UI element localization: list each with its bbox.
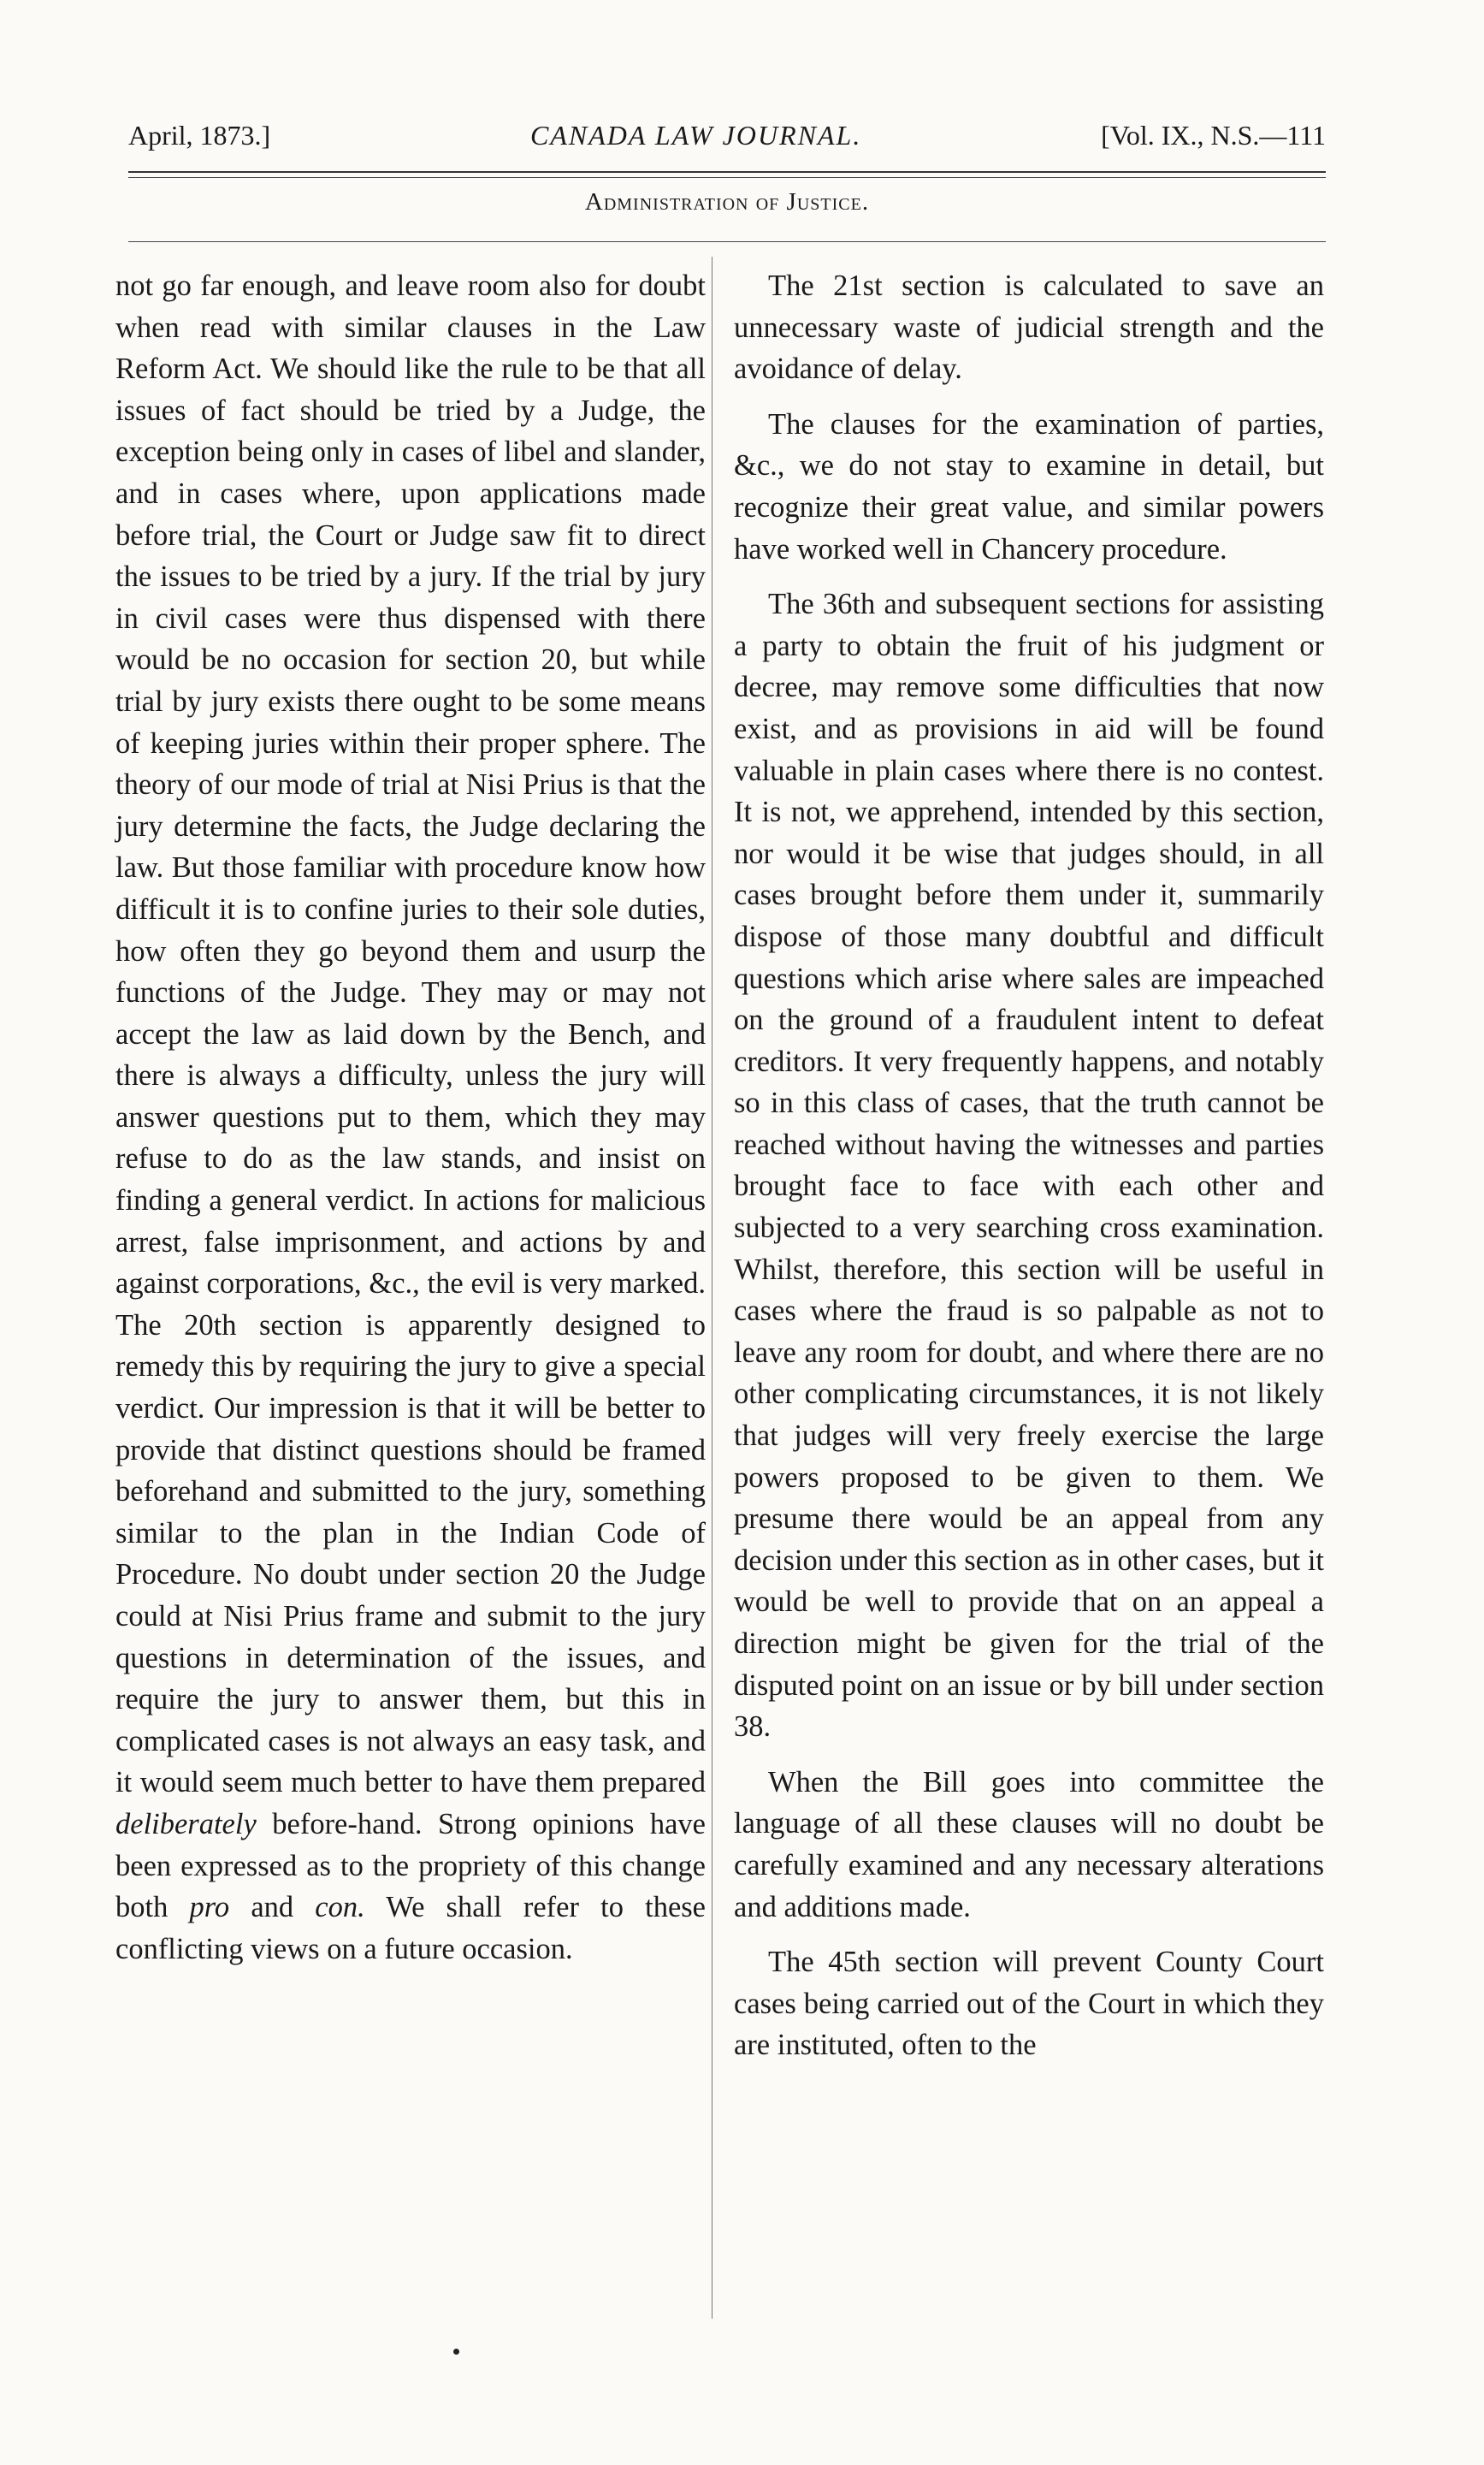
header-rule-top: [128, 171, 1326, 173]
header-volume-page: [Vol. IX., N.S.—111: [1101, 120, 1326, 151]
right-paragraph-4: When the Bill goes into committee the language of all these clauses will no doubt be carefully examined and any necessary alterations and additions made.: [734, 1765, 1324, 1923]
right-paragraph-3: The 36th and subsequent sections for assisting a party to obtain the fruit of his judgment or decree, may remove some difficulties that now exist, and as provisions in aid will be found valuable in plain cases where there is no contest. It is not, we apprehend, intended by this section, nor would it be wise that judges should, in all cases brought before them under it, summarily dispose of those many doubtful and difficult questions which arise where sales are impeached on the ground of a fraudulent intent to defeat creditors. It very frequently happens, and notably so in this class of cases, that the truth cannot be reached without having the witnesses and parties brought face to face with each other and subjected to a very searching cross examination. Whilst, therefore, this section will be useful in cases where the fraud is so palpable as not to leave any room for doubt, and where there are no other complicating circumstances, it is not likely that judges will very freely exercise the large powers proposed to be given to them. We presume there would be an appeal from any decision under this section as in other cases, but it would be well to provide that on an appeal a direction might be given for the trial of the disputed point on an issue or by bill under section 38.: [734, 588, 1324, 1744]
left-italic-con: con.: [315, 1891, 365, 1924]
section-title: Administration of Justice.: [584, 188, 870, 216]
left-italic-deliberately: deliberately: [115, 1807, 257, 1840]
right-paragraph-1: The 21st section is calculated to save an unnecessary waste of judicial strength and the avoidance of delay.: [734, 270, 1324, 386]
left-paragraph-1-text: not go far enough, and leave room also for doubt when read with similar clauses in the Law Reform Act. We should like the rule to be that all issues of fact should be tried by a Judge, the exception being only in cases of libel and slander, and in cases where, upon applications made before trial, the Court or Judge saw fit to direct the issues to be tried by a jury. If the trial by jury in civil cases were thus dispensed with there would be no occasion for section 20, but while trial by jury exists there ought to be some means of keeping juries within their proper sphere. The theory of our mode of trial at Nisi Prius is that the jury determine the facts, the Judge declaring the law. But those familiar with procedure know how difficult it is to confine juries to their sole duties, how often they go beyond them and usurp the functions of the Judge. They may or may not accept the law as laid down by the Bench, and there is always a difficulty, unless the jury will answer questions put to them, which they may refuse to do as the law stands, and insist on finding a general verdict. In actions for malicious arrest, false imprisonment, and actions by and against corporations, &c., the evil is very marked. The 20th section is apparently designed to remedy this by requiring the jury to give a special verdict. Our impression is that it will be better to provide that distinct questions should be framed beforehand and submitted to the jury, something similar to the plan in the Indian Code of Procedure. No doubt under section 20 the Judge could at Nisi Prius frame and submit to the jury questions in determination of the issues, and require the jury to answer them, but this in complicated cases is not always an easy task, and it would seem much better to have them prepared: [115, 270, 706, 1799]
section-rule: [128, 241, 1326, 242]
left-column: [115, 265, 706, 1983]
right-paragraph-2: The clauses for the examination of parties, &c., we do not stay to examine in detail, but recognize their great value, and similar powers have worked well in Chancery procedure.: [734, 407, 1324, 566]
right-column: [734, 265, 1324, 2080]
left-paragraph-1-tail-b: We shall refer to these conflicting views on a future occasion.: [115, 1891, 706, 1965]
left-paragraph-1-tail-a: before-hand. Strong opinions have been expressed as to the propriety of this change both: [115, 1807, 706, 1924]
header-rule-bottom: [128, 177, 1326, 178]
header-journal-title: CANADA LAW JOURNAL.: [530, 120, 862, 151]
left-paragraph-1-and: and: [229, 1891, 316, 1924]
left-italic-pro: pro: [189, 1891, 230, 1924]
running-header: [128, 120, 1326, 161]
right-paragraph-5: The 45th section will prevent County Court cases being carried out of the Court in which they are instituted, often to the: [734, 1946, 1324, 2062]
ink-mark: [453, 2349, 459, 2355]
left-paragraph-1: [115, 265, 706, 1970]
header-date: April, 1873.]: [128, 120, 271, 151]
